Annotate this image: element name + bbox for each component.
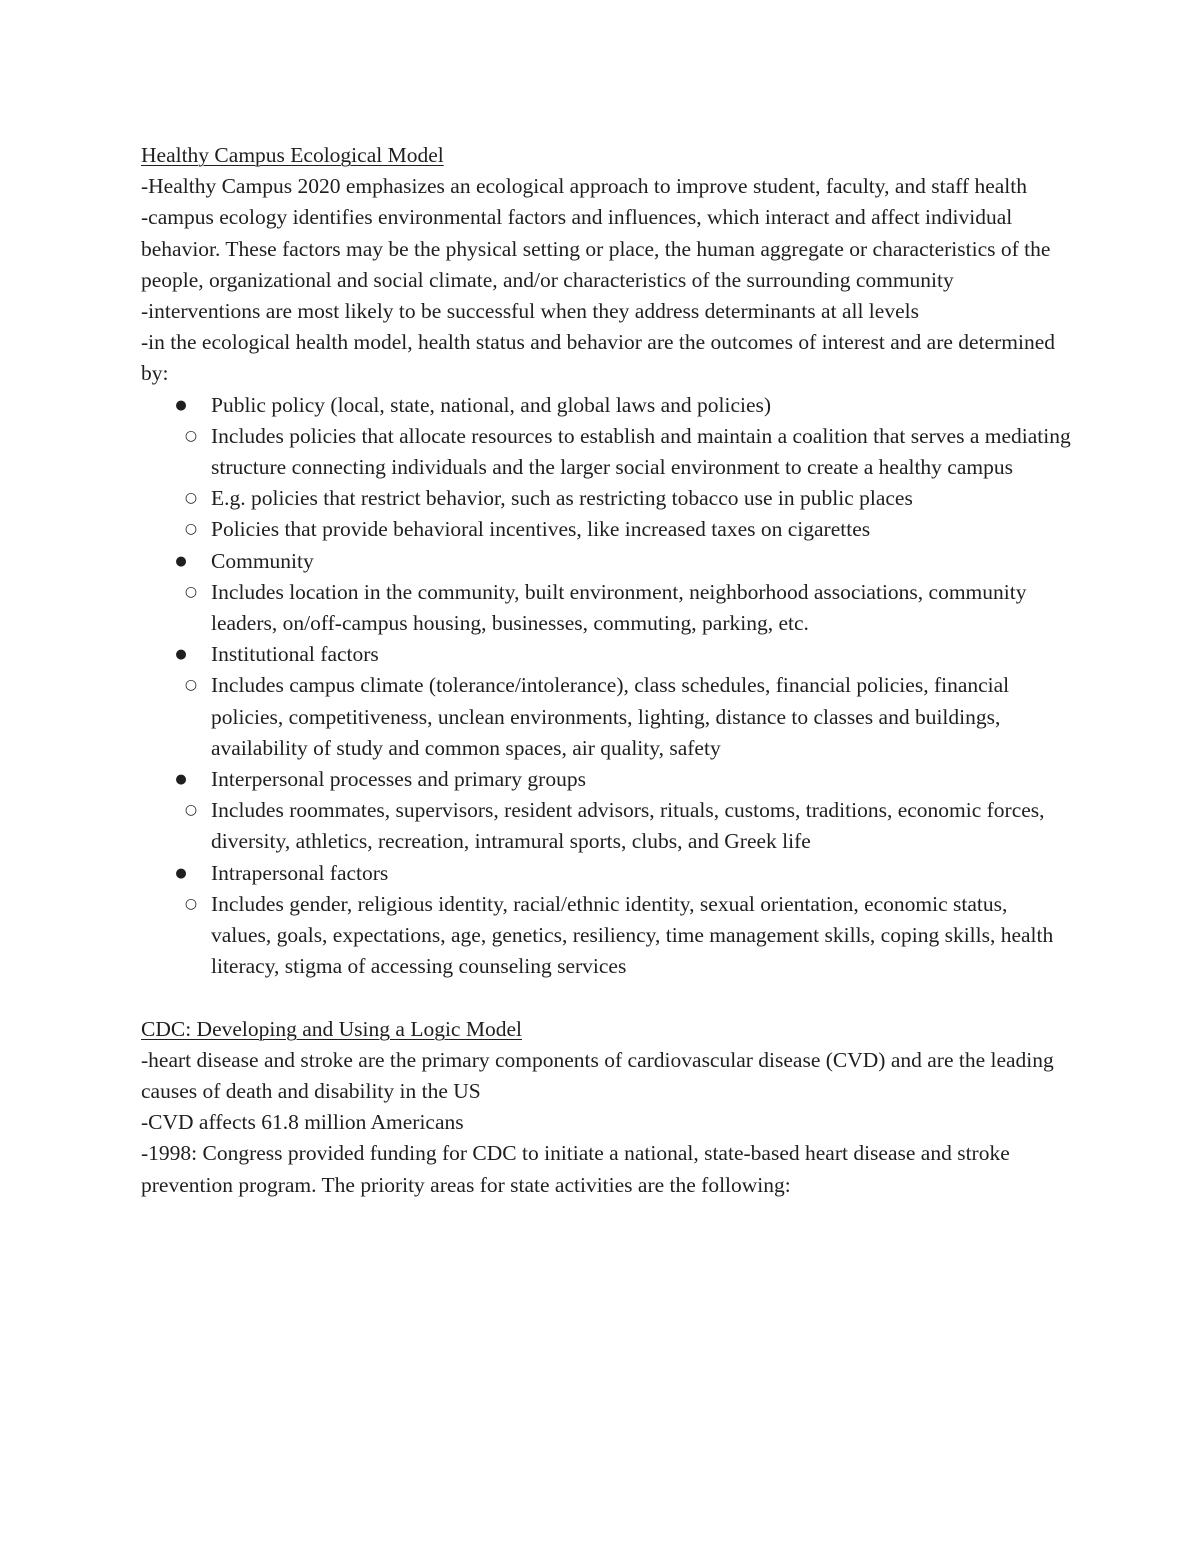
paragraph: -CVD affects 61.8 million Americans bbox=[141, 1110, 464, 1135]
list-item-label: Public policy (local, state, national, and global laws and policies) bbox=[211, 392, 772, 417]
sub-list-item-text: Includes policies that allocate resources to establish and maintain a coalition that serves a mediating structure connecting individuals and the larger social environment to create a healthy campus bbox=[211, 423, 1071, 480]
sub-list-item bbox=[141, 795, 1071, 857]
section-heading-healthy-campus: Healthy Campus Ecological Model bbox=[141, 143, 444, 167]
hollow-bullet-icon: ○ bbox=[184, 521, 198, 538]
paragraph: -interventions are most likely to be successful when they address determinants at all levels bbox=[141, 299, 919, 324]
hollow-bullet-icon: ○ bbox=[184, 583, 198, 600]
hollow-bullet-icon: ○ bbox=[184, 490, 198, 507]
list-item-label: Intrapersonal factors bbox=[211, 860, 389, 885]
paragraph: -Healthy Campus 2020 emphasizes an ecological approach to improve student, faculty, and staff health bbox=[141, 174, 1028, 199]
sub-list-item bbox=[141, 483, 1071, 514]
sub-list-item bbox=[141, 421, 1071, 483]
paragraph: -campus ecology identifies environmental factors and influences, which interact and affect individual behavior. These factors may be the physical setting or place, the human aggregate or characteristics of the people, organizational and social climate, and/or characteristics of the surrounding community bbox=[141, 205, 1051, 292]
list-item-label: Institutional factors bbox=[211, 642, 379, 667]
list-item-label: Community bbox=[211, 548, 314, 573]
determinants-list bbox=[141, 390, 1071, 983]
blank-line bbox=[141, 982, 1071, 1013]
list-item-interpersonal bbox=[141, 764, 1071, 795]
paragraph: -1998: Congress provided funding for CDC to initiate a national, state-based heart disease and stroke prevention program. The priority areas for state activities are the following: bbox=[141, 1141, 1010, 1197]
hollow-bullet-icon: ○ bbox=[184, 677, 198, 694]
bullet-icon: ● bbox=[175, 772, 187, 788]
sub-list-item-text: Includes location in the community, built environment, neighborhood associations, community leaders, on/off-campus housing, businesses, commuting, parking, etc. bbox=[211, 579, 1027, 636]
sub-list-item-text: E.g. policies that restrict behavior, such as restricting tobacco use in public places bbox=[211, 486, 913, 511]
sub-list-item-text: Includes gender, religious identity, racial/ethnic identity, sexual orientation, economic status, values, goals, expectations, age, genetics, resiliency, time management skills, coping skills, health literacy, stigma of accessing counseling services bbox=[211, 891, 1054, 979]
hollow-bullet-icon: ○ bbox=[184, 895, 198, 912]
list-item-community bbox=[141, 546, 1071, 577]
list-item-intrapersonal bbox=[141, 858, 1071, 889]
sub-list-item bbox=[141, 670, 1071, 764]
hollow-bullet-icon: ○ bbox=[184, 427, 198, 444]
bullet-icon: ● bbox=[175, 397, 187, 413]
section-heading-cdc-logic-model: CDC: Developing and Using a Logic Model bbox=[141, 1016, 522, 1041]
document-page bbox=[141, 140, 1071, 1201]
sub-list-item-text: Includes campus climate (tolerance/intolerance), class schedules, financial policies, financial policies, competitiveness, unclean environments, lighting, distance to classes and buildings, availability of study and common spaces, air quality, safety bbox=[211, 673, 1010, 760]
bullet-icon: ● bbox=[175, 553, 187, 569]
sub-list-item bbox=[141, 889, 1071, 983]
bullet-icon: ● bbox=[175, 647, 187, 663]
paragraph: -in the ecological health model, health status and behavior are the outcomes of interest and are determined by: bbox=[141, 330, 1056, 386]
paragraph: -heart disease and stroke are the primary components of cardiovascular disease (CVD) and are the leading causes of death and disability in the US bbox=[141, 1047, 1054, 1104]
sub-list-item-text: Includes roommates, supervisors, resident advisors, rituals, customs, traditions, economic forces, diversity, athletics, recreation, intramural sports, clubs, and Greek life bbox=[211, 798, 1045, 854]
list-item-institutional-factors bbox=[141, 639, 1071, 670]
sub-list-item bbox=[141, 577, 1071, 639]
hollow-bullet-icon: ○ bbox=[184, 802, 198, 819]
sub-list-item bbox=[141, 514, 1071, 545]
bullet-icon: ● bbox=[175, 865, 187, 881]
list-item-public-policy bbox=[141, 390, 1071, 421]
sub-list-item-text: Policies that provide behavioral incentives, like increased taxes on cigarettes bbox=[211, 517, 871, 542]
list-item-label: Interpersonal processes and primary groups bbox=[211, 767, 586, 792]
